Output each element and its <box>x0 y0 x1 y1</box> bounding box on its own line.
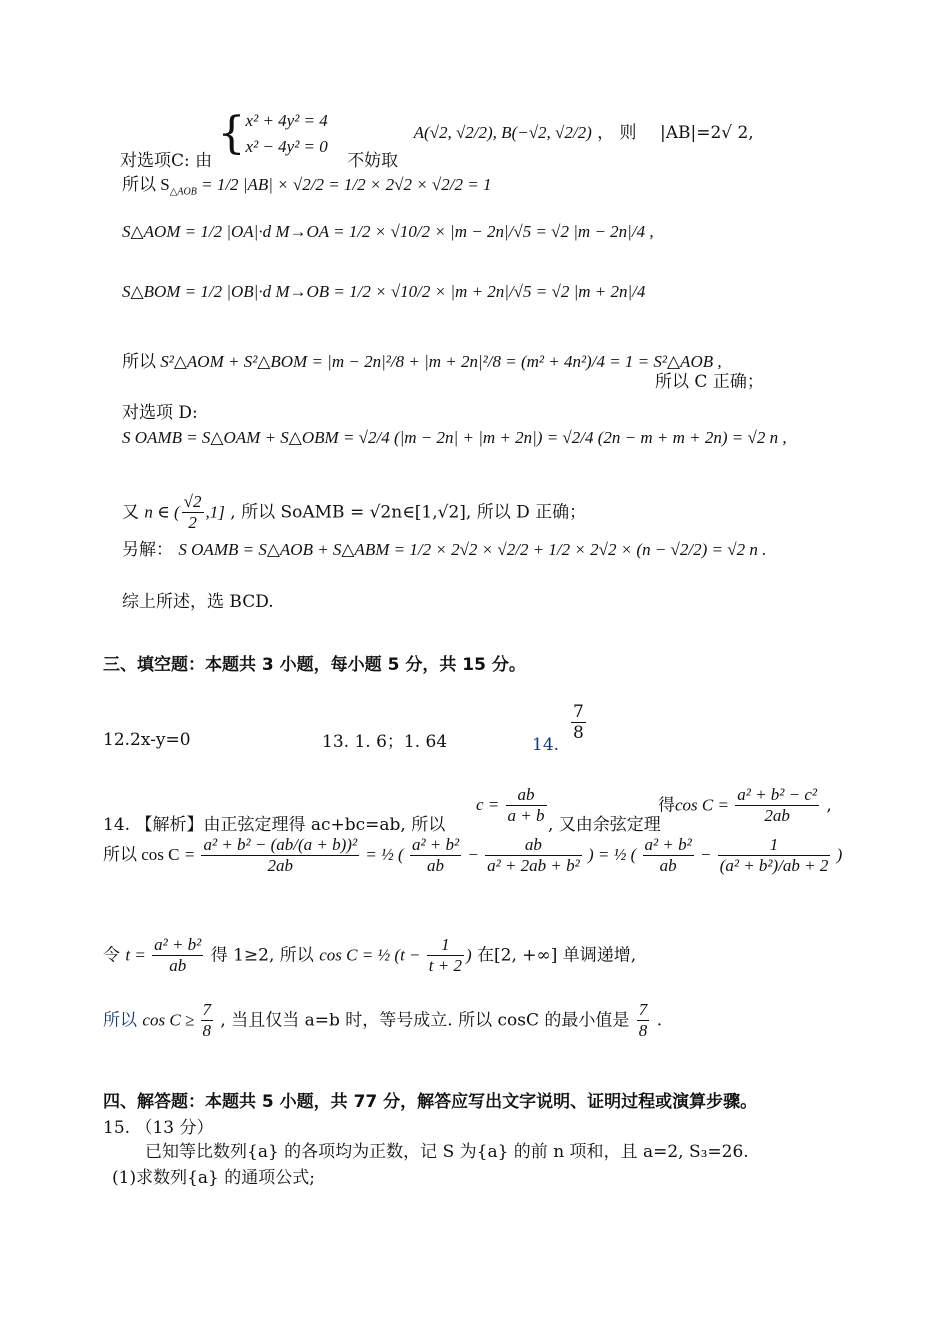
option-d-label: 对选项 D: <box>122 403 198 423</box>
sol14-line1: 14. 【解析】由正弦定理得 ac+bc=ab, 所以 <box>103 815 446 835</box>
sum-squares-line: 所以 S²△AOM + S²△BOM = |m − 2n|²/8 + |m + 2n|²/8 = (m² + 4n²)/4 = 1 = S²△AOB , <box>122 352 722 371</box>
answer-12: 12.2x-y=0 <box>103 730 191 750</box>
c-correct: 所以 C 正确； <box>655 372 764 392</box>
answer-14-label: 14. <box>532 735 560 755</box>
equation-system: x² + 4y² = 4 x² − 4y² = 0 <box>245 111 328 156</box>
s-oamb-line: S OAMB = S△OAM + S△OBM = √2/4 (|m − 2n| + |m + 2n|) = √2/4 (2n − m + m + 2n) = √2 n , <box>122 428 787 447</box>
section3-title: 三、填空题：本题共 3 小题，每小题 5 分，共 15 分。 <box>103 655 526 675</box>
answer-14-fraction: $\frac{7}{8}$ <box>573 702 584 744</box>
question-15-text: 已知等比数列{a} 的各项均为正数，记 S 为{a} 的前 n 项和，且 a=2, S₃=26. <box>145 1142 749 1162</box>
c-formula: c = $\frac{ab}{a + b}$ <box>476 785 545 826</box>
sol14-final-line: 所以 cos C ≥ $\frac{7}{8}$ , 当且仅当 a=b 时，等号成立. 所以 cosC 的最小值是 $\frac{7}{8}$ . <box>103 1000 663 1041</box>
cos-c-formula: 得cos C = $\frac{\text{a² + b² − c²}}{2ab}$ , <box>658 785 832 826</box>
question-15-part1: (1)求数列{a} 的通项公式; <box>112 1168 315 1188</box>
answer-13: 13. 1. 6；1. 64 <box>322 732 448 752</box>
alt-solution-line: 另解： S OAMB = S△AOB + S△ABM = 1/2 × 2√2 × √2/2 + 1/2 × 2√2 × (n − √2/2) = √2 n . <box>122 540 767 560</box>
sol14-let-line: 令 t = $\frac{\text{a² + b²}}{ab}$ 得 1≥2, 所以 cos C = ½ (t − $\frac{1}{t + 2}$ ) 在[2, +∞] 单调递增, <box>103 935 637 976</box>
conclusion: 综上所述，选 BCD. <box>122 592 274 612</box>
question-15-header: 15. （13 分） <box>103 1118 214 1138</box>
s-aom-line: S△AOM = 1/2 |OA|·d M→OA = 1/2 × √10/2 × |m − 2n|/√5 = √2 |m − 2n|/4 , <box>122 222 654 241</box>
option-c-system: 对选项C: 由 {x² + 4y² = 4 x² − 4y² = 0 不妨取 A(√2, √2/2), B(−√2, √2/2) ， 则 |AB|=2√ 2, <box>120 107 754 171</box>
option-c-label: 对选项C: 由 <box>120 151 213 171</box>
sol14-cosine-law: , 又由余弦定理 <box>548 815 661 835</box>
sol14-line2: 所以 cos C = $\frac{\text{a² + b² − (ab/(a + b))²}}{2ab}$ = ½ ( $\frac{\text{a² + b²}}{ab}$ − $\frac{ab}{\text{a² + 2ab + b²}}$ ) = ½ ( $\frac{\text{a² + b²}}{ab}$ − $\frac{1}{\text{(a² + b²)/ab + 2}}$ ) <box>103 835 843 876</box>
s-aob-line: 所以 $S_{\triangle AOB} = 1/2$ |AB| × √2/2 = 1/2 × 2√2 × √2/2 = 1 <box>122 175 492 198</box>
s-bom-line: S△BOM = 1/2 |OB|·d M→OB = 1/2 × √10/2 × |m + 2n|/√5 = √2 |m + 2n|/4 <box>122 282 646 301</box>
n-range-line: 又 n ∈ ( $\frac{√2}{2}$ ,1] , 所以 SoAMB = √2n∈[1,√2], 所以 D 正确； <box>122 492 587 533</box>
section4-title: 四、解答题：本题共 5 小题，共 77 分，解答应写出文字说明、证明过程或演算步骤。 <box>103 1092 758 1112</box>
